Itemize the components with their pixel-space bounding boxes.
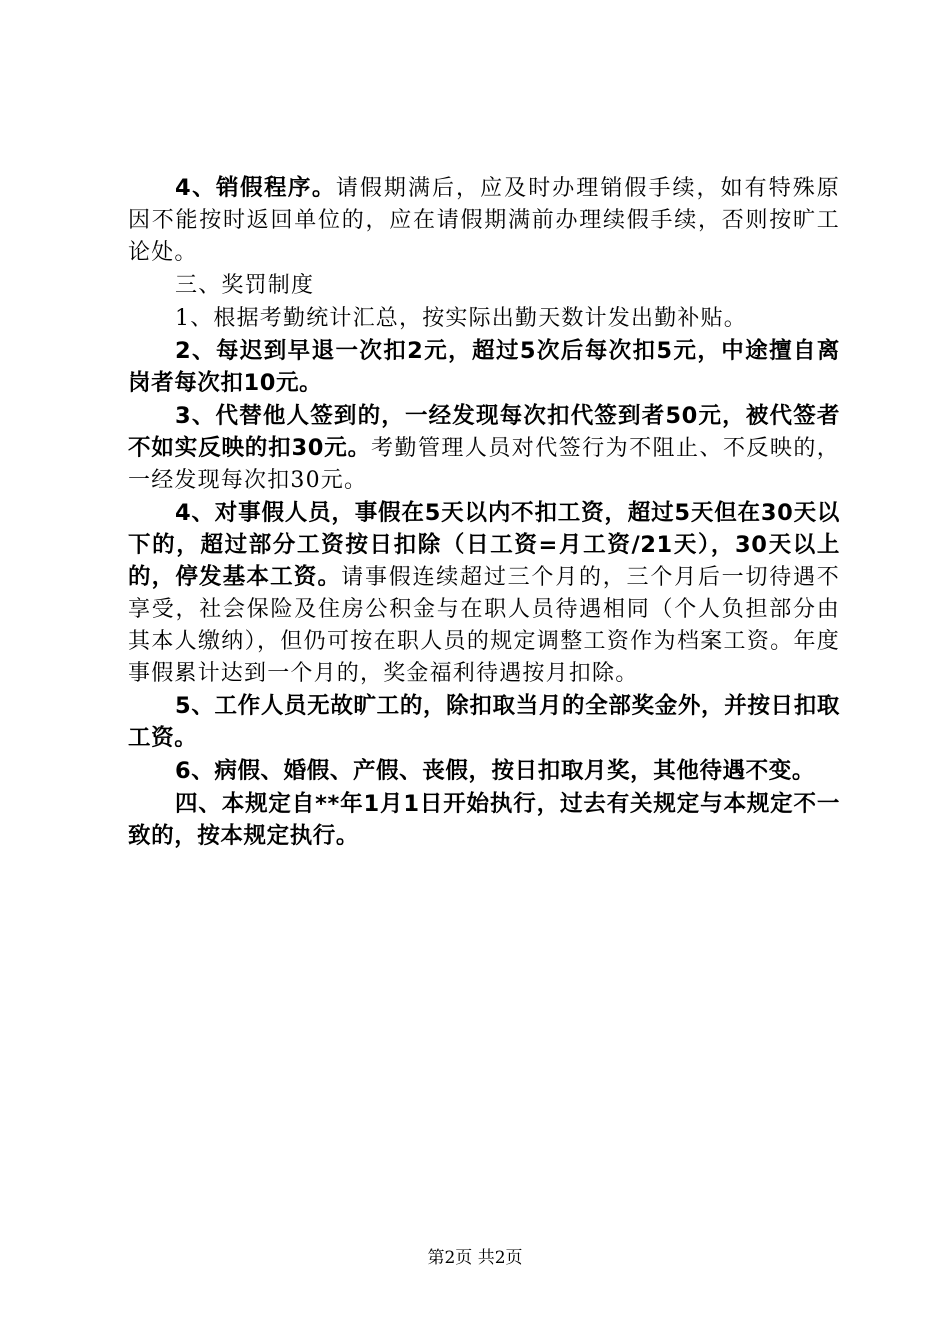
paragraph-attendance-allowance: 1、根据考勤统计汇总，按实际出勤天数计发出勤补贴。 [175,306,747,331]
document-body [128,172,840,853]
page-footer [0,1243,950,1268]
page-number-label: 第2页 共2页 [427,1248,523,1268]
paragraph-proxy-signin-penalty: 3、代替他人签到的，一经发现每次扣代签到者50元，被代签者不如实反映的扣30元。考勤管理人员对代签行为不阻止、不反映的，一经发现每次扣30元。 [128,403,840,493]
section-heading-rewards-penalties: 三、奖罚制度 [175,273,315,298]
paragraph-other-leave-types: 6、病假、婚假、产假、丧假，按日扣取月奖，其他待遇不变。 [175,758,815,784]
paragraph-late-early-penalty: 2、每迟到早退一次扣2元，超过5次后每次扣5元，中途擅自离岗者每次扣10元。 [128,338,840,396]
paragraph-effective-date: 四、本规定自**年1月1日开始执行，过去有关规定与本规定不一致的，按本规定执行。 [128,791,840,849]
paragraph-absenteeism-penalty: 5、工作人员无故旷工的，除扣取当月的全部奖金外，并按日扣取工资。 [128,693,840,751]
paragraph-cancel-leave-procedure: 4、销假程序。请假期满后，应及时办理销假手续，如有特殊原因不能按时返回单位的，应在请假期满前办理续假手续，否则按旷工论处。 [128,175,841,265]
paragraph-personal-leave-rules: 4、对事假人员，事假在5天以内不扣工资，超过5天但在30天以下的，超过部分工资按日扣除（日工资=月工资/21天），30天以上的，停发基本工资。请事假连续超过三个月的，三个月后一切待遇不享受，社会保险及住房公积金与在职人员待遇相同（个人负担部分由其本人缴纳），但仍可按在职人员的规定调整工资作为档案工资。年度事假累计达到一个月的，奖金福利待遇按月扣除。 [128,500,841,686]
